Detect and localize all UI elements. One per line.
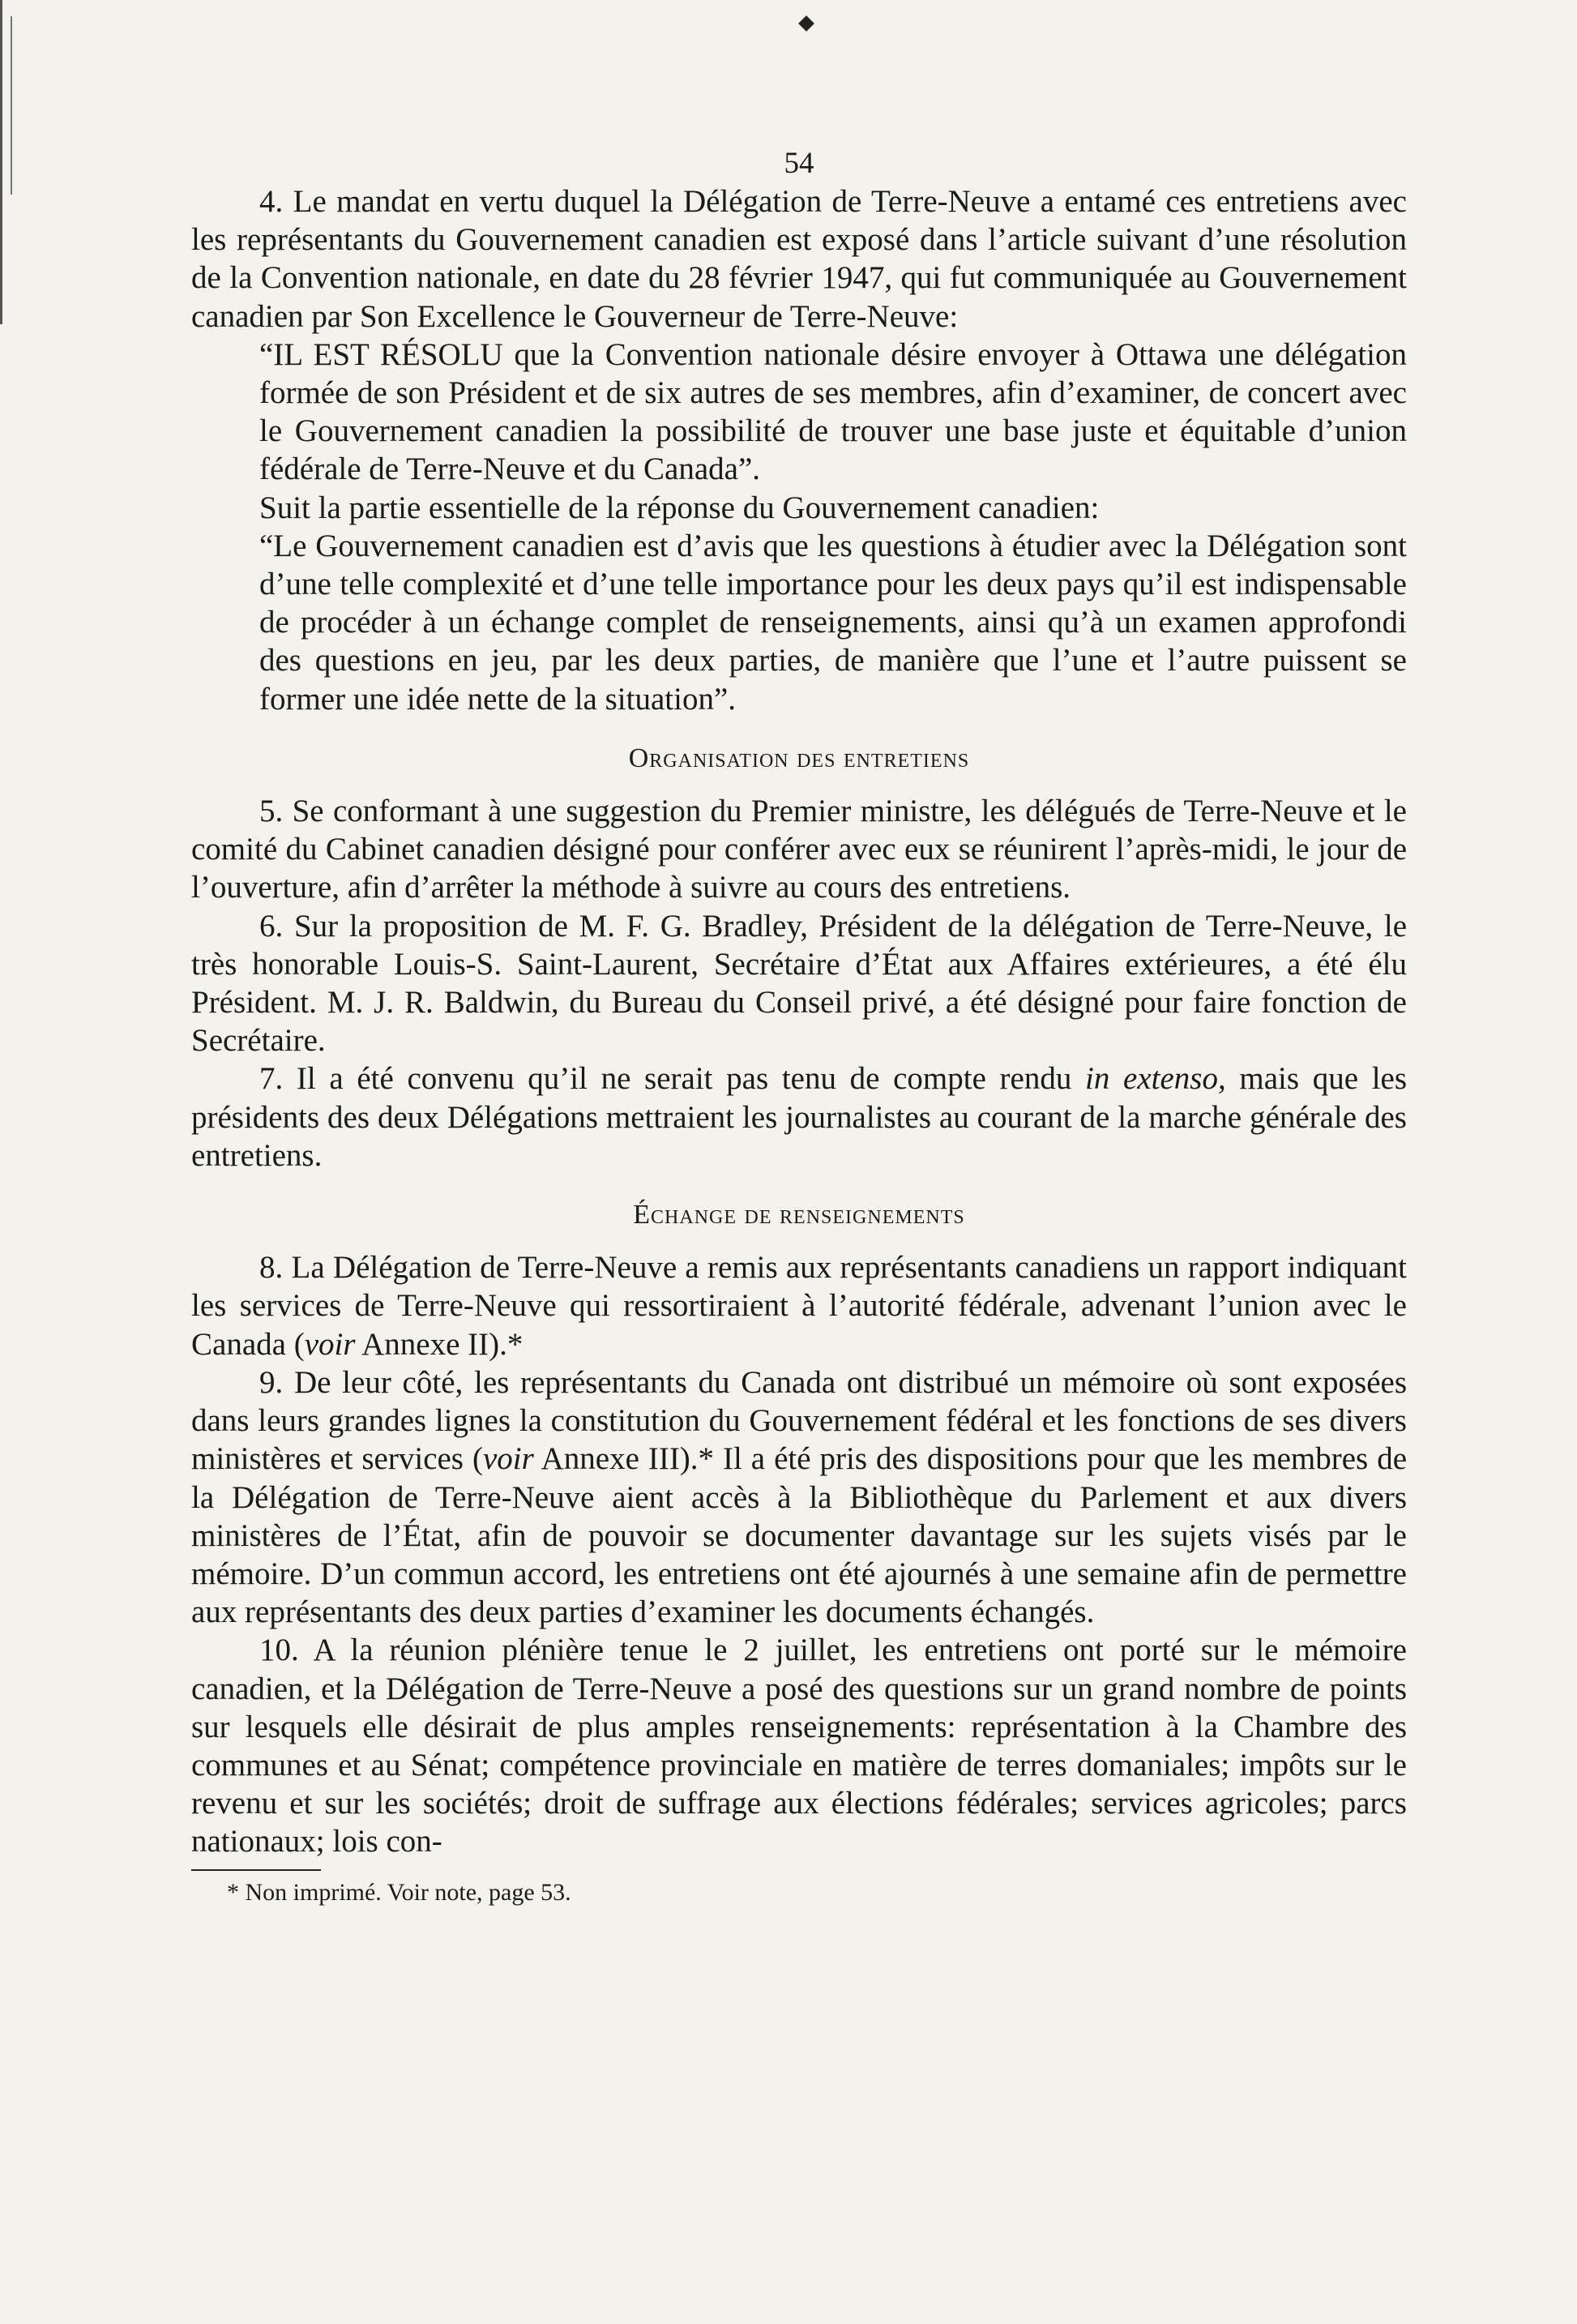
page-edge-marks xyxy=(0,0,24,324)
paragraph-7 xyxy=(191,1059,1407,1175)
paragraph-8 xyxy=(191,1248,1407,1363)
quote-resolution: “IL EST RÉSOLU que la Convention nationale désire envoyer à Ottawa une délégation formée de son Président et de six autres de ses membres, afin d’examiner, de concert avec le Gouvernement canadien la possibilité de trouver une base juste et équitable d’union fédérale de Terre-Neuve et du Canada”. xyxy=(259,336,1407,487)
ornament-icon xyxy=(798,15,814,32)
paragraph-5: 5. Se conformant à une suggestion du Premier ministre, les délégués de Terre-Neuve et le comité du Cabinet canadien désigné pour conférer avec eux se réunirent l’après-midi, le jour de l’ouverture, afin d’arrêter la méthode à suivre au cours des entretiens. xyxy=(191,794,1407,905)
paragraph-9-italic: voir xyxy=(482,1441,534,1477)
paragraph-7-italic: in extenso, xyxy=(1085,1061,1226,1097)
paragraph-8-text-a: 8. La Délégation de Terre-Neuve a remis aux représentants canadiens un rapport indiquant les services de Terre-Neuve qui ressortiraient à l’autorité fédérale, advenant l’union avec le Canada ( xyxy=(191,1250,1407,1362)
paragraph-8-text-b: Annexe II).* xyxy=(355,1326,524,1362)
paragraph-8-italic: voir xyxy=(304,1326,356,1362)
paragraph-7-text-a: 7. Il a été convenu qu’il ne serait pas tenu de compte rendu xyxy=(259,1061,1086,1097)
paragraph-7-text-b: mais que les présidents des deux Délégations mettraient les journalistes au courant de la marche générale des entretiens. xyxy=(191,1061,1408,1173)
paragraph-9-text-b: Annexe III).* Il a été pris des dispositions pour que les membres de la Délégation de Terre-Neuve aient accès à la Bibliothèque du Parlement et aux divers ministères de l’État, afin de pouvoir se documenter davantage sur les sujets visés par le mémoire. D’un commun accord, les entretiens ont été ajournés à une semaine afin de permettre aux représentants des deux parties d’examiner les documents échangés. xyxy=(191,1441,1408,1630)
footnote-rule xyxy=(191,1869,321,1871)
page-number: 54 xyxy=(784,147,814,180)
heading-echange: Échange de renseignements xyxy=(633,1200,965,1230)
paragraph-9-text-a: 9. De leur côté, les représentants du Canada ont distribué un mémoire où sont exposées dans leurs grandes lignes la constitution du Gouvernement fédéral et les fonctions de ses divers ministères et services ( xyxy=(191,1364,1407,1477)
paragraph-suit: Suit la partie essentielle de la réponse du Gouvernement canadien: xyxy=(259,490,1100,525)
paragraph-10: 10. A la réunion plénière tenue le 2 juillet, les entretiens ont porté sur le mémoire canadien, et la Délégation de Terre-Neuve a posé des questions sur un grand nombre de points sur lesquels elle désirait de plus amples renseignements: représentation à la Chambre des communes et au Sénat; compétence provinciale en matière de terres domaniales; impôts sur le revenu et sur les sociétés; droit de suffrage aux élections fédérales; services agricoles; parcs nationaux; lois con- xyxy=(191,1633,1407,1860)
document-page xyxy=(191,0,1407,1908)
quote-response: “Le Gouvernement canadien est d’avis que les questions à étudier avec la Délégation sont d’une telle complexité et d’une telle importance pour les deux pays qu’il est indispensable de procéder à un échange complet de renseignements, ainsi qu’à un examen approfondi des questions en jeu, par les deux parties, de manière que l’une et l’autre puissent se former une idée nette de la situation”. xyxy=(259,528,1407,717)
paragraph-4: 4. Le mandat en vertu duquel la Délégation de Terre-Neuve a entamé ces entretiens avec les représentants du Gouvernement canadien est exposé dans l’article suivant d’une résolution de la Convention nationale, en date du 28 février 1947, qui fut communiquée au Gouvernement canadien par Son Excellence le Gouverneur de Terre-Neuve: xyxy=(191,184,1407,334)
footnote: * Non imprimé. Voir note, page 53. xyxy=(227,1878,571,1906)
paragraph-9 xyxy=(191,1363,1407,1631)
paragraph-6: 6. Sur la proposition de M. F. G. Bradley, Président de la délégation de Terre-Neuve, le très honorable Louis-S. Saint-Laurent, Secrétaire d’État aux Affaires extérieures, a été élu Président. M. J. R. Baldwin, du Bureau du Conseil privé, a été désigné pour faire fonction de Secrétaire. xyxy=(191,908,1407,1059)
heading-organisation: Organisation des entretiens xyxy=(628,743,970,773)
